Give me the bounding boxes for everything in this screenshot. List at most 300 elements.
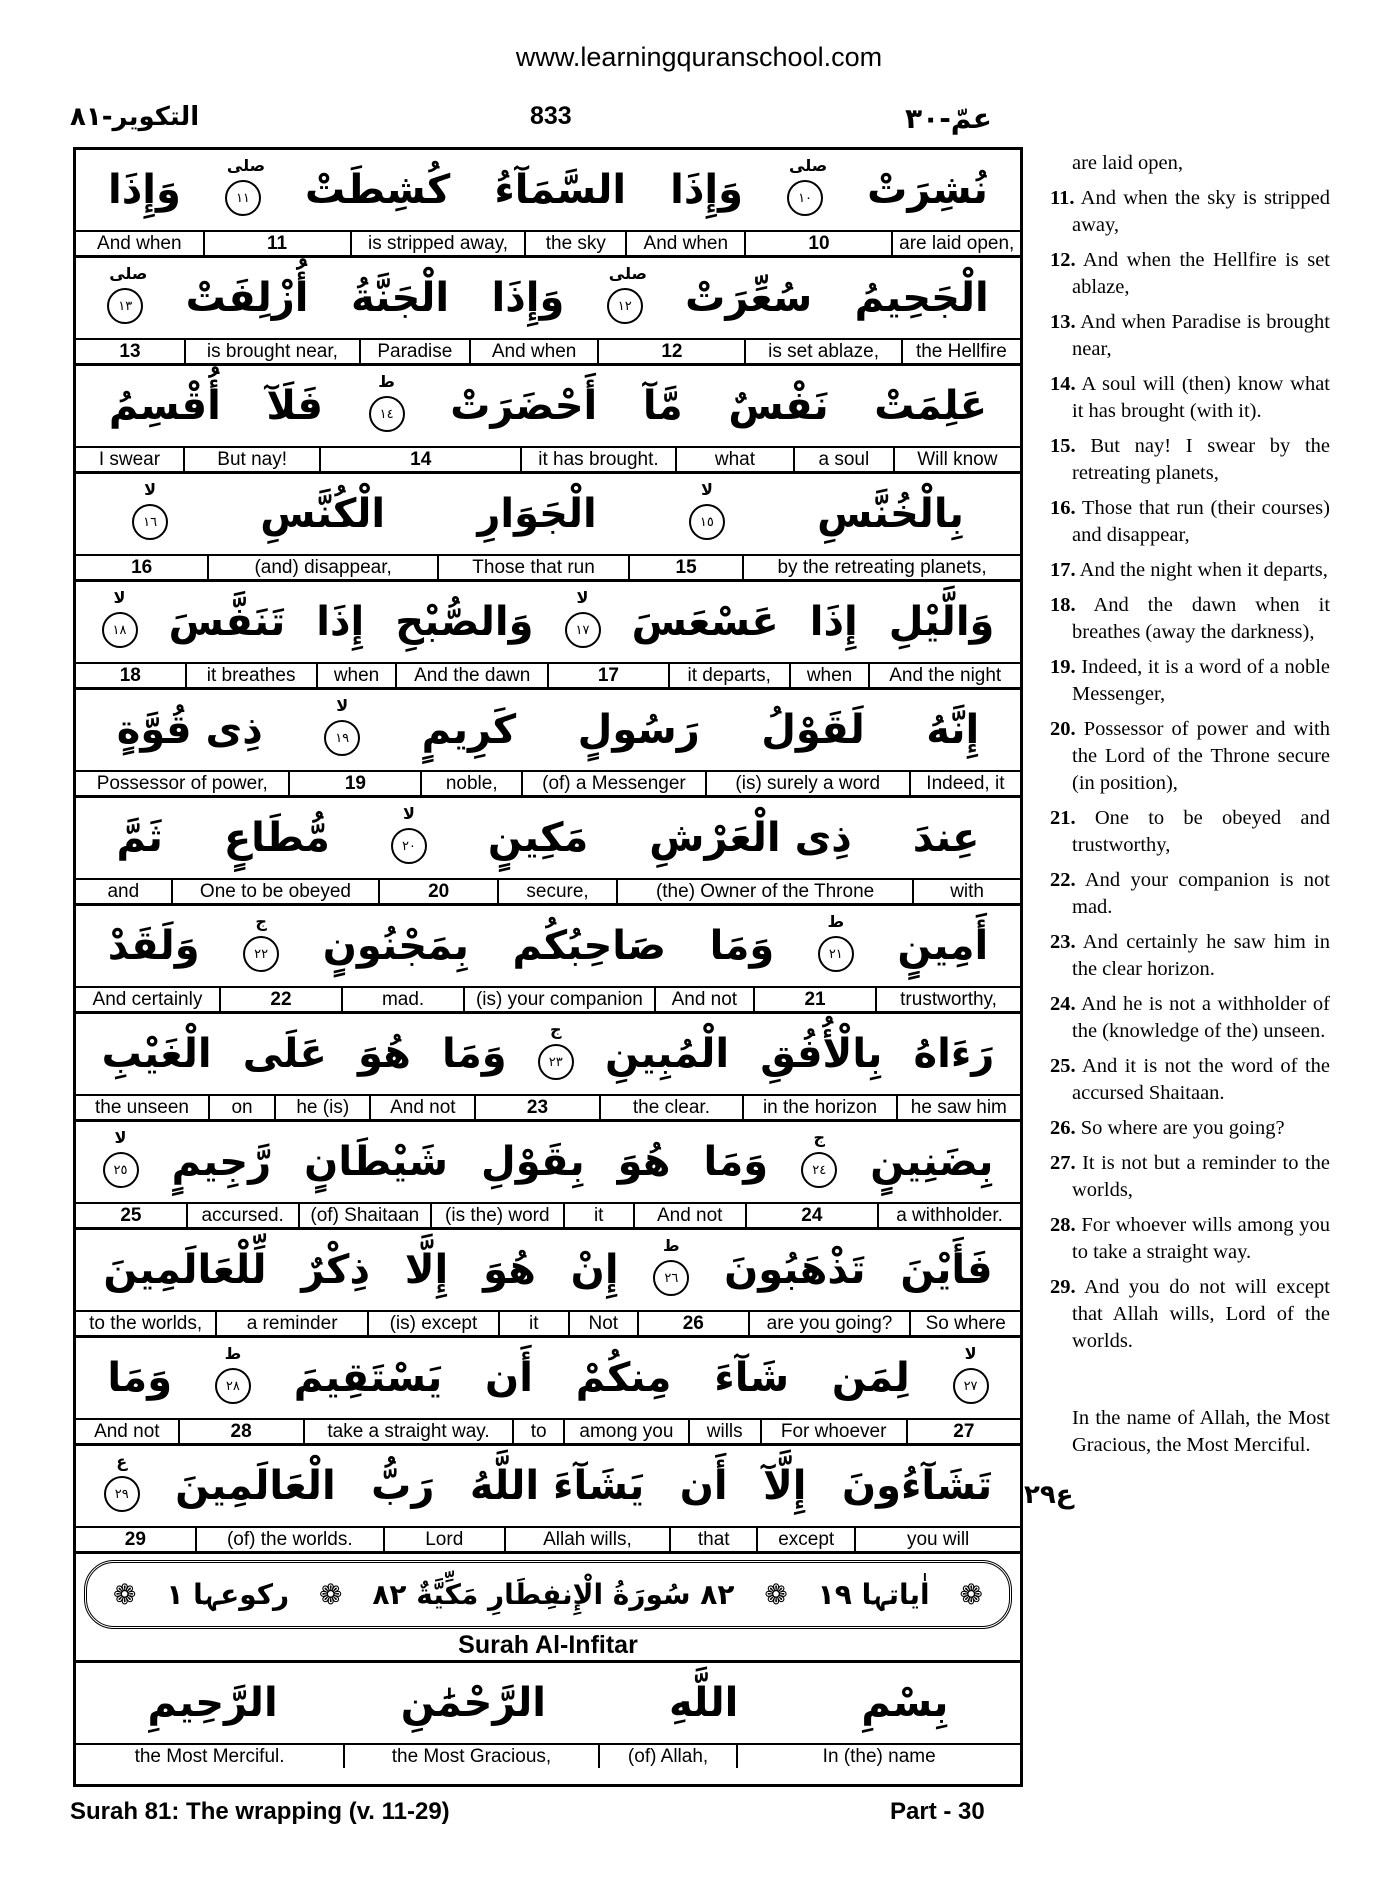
translation-row (76, 986, 1020, 1011)
arabic-word: لَقَوْلُ (761, 707, 865, 753)
arabic-word: ثَمَّ (116, 815, 163, 861)
arabic-word: وَالصُّبْحِ (395, 599, 534, 645)
verse-line-block (76, 1122, 1020, 1230)
arabic-word: كُشِطَتْ (305, 167, 451, 213)
juz-label-arabic: عمّ-٣٠ (905, 102, 992, 135)
surah-title-arabic: ٨٢ سُورَةُ الْإِنفِطَارِ مَكِّيَّةٌ ٨٢ (372, 1578, 735, 1611)
word-meaning-cell: (is) your companion (463, 988, 654, 1011)
arabic-word: يَسْتَقِيمَ (293, 1355, 443, 1401)
verse-text: Indeed, it is a word of a noble Messenger, (1072, 656, 1330, 705)
translation-row (76, 446, 1020, 471)
arabic-word: اللَّهِ (668, 1680, 739, 1726)
verse-number-cell: 13 (119, 340, 141, 362)
verse-line-block (76, 798, 1020, 906)
arabic-word: عَلِمَتْ (874, 383, 988, 429)
pause-sign: صلى (109, 264, 148, 283)
arabic-word: عِندَ (912, 815, 980, 861)
verse-end-marker (243, 912, 279, 972)
verse-number-cell: 24 (745, 1204, 878, 1227)
arabic-word: وَمَا (107, 1355, 173, 1401)
pause-sign: لا (576, 588, 589, 607)
word-meaning-cell: is stripped away, (350, 232, 525, 255)
verse-number-arabic: ٢٧ (963, 1378, 978, 1394)
word-meaning-cell: the Most Merciful. (134, 1745, 285, 1767)
verse-number: 12. (1050, 249, 1076, 271)
verse-number: 14. (1050, 373, 1076, 395)
verse-number-arabic: ٢٣ (548, 1054, 563, 1070)
arabic-row (76, 906, 1020, 986)
translation-verse (1050, 371, 1330, 425)
pause-sign: ط (378, 372, 395, 391)
verse-number: 28. (1050, 1214, 1076, 1236)
pause-sign: لا (114, 1128, 127, 1147)
word-meaning-cell: (the) Owner of the Throne (616, 880, 912, 903)
word-meaning-cell: So where (909, 1312, 1020, 1335)
word-meaning-cell: on (208, 1096, 274, 1119)
translation-row (76, 338, 1020, 363)
translation-verse (1050, 592, 1330, 646)
word-meaning-cell: And not (369, 1096, 474, 1119)
translation-row (76, 1743, 1020, 1768)
verse-number: 18. (1050, 594, 1076, 616)
arabic-word: تَنَفَّسَ (168, 599, 286, 645)
word-meaning-cell: Lord (383, 1528, 504, 1551)
translation-verse (1050, 433, 1330, 487)
word-meaning-cell: One to be obeyed (171, 880, 379, 903)
word-meaning-cell: And when (97, 232, 182, 254)
word-meaning-cell: (is) surely a word (705, 772, 909, 795)
word-meaning-cell: it departs, (668, 664, 789, 687)
pause-sign: صلى (789, 156, 828, 175)
word-meaning-cell: you will (854, 1528, 1020, 1551)
translation-verse (1050, 185, 1330, 239)
word-meaning-cell: wills (688, 1420, 760, 1443)
arabic-word: الْجَوَارِ (477, 491, 597, 537)
arabic-word: وَالَّيْلِ (888, 599, 995, 645)
verse-number: 21. (1050, 807, 1076, 829)
verse-number-cell: 11 (203, 232, 350, 255)
arabic-word: ذِكْرٌ (301, 1247, 370, 1293)
arabic-word: مِنكُمْ (575, 1355, 672, 1401)
arabic-word: رَبُّ (371, 1463, 435, 1509)
word-meaning-cell: he (is) (274, 1096, 369, 1119)
word-meaning-cell: take a straight way. (303, 1420, 513, 1443)
arabic-word: أَن (679, 1463, 728, 1509)
arabic-word: وَإِذَا (670, 167, 743, 213)
verse-end-marker (801, 1128, 837, 1188)
arabic-word: عَلَى (242, 1031, 327, 1077)
verse-line-block (76, 1338, 1020, 1446)
word-meaning-cell: (of) a Messenger (521, 772, 704, 795)
translation-row (76, 878, 1020, 903)
verse-text: It is not but a reminder to the worlds, (1072, 1152, 1331, 1201)
word-meaning-cell: (of) Shaitaan (298, 1204, 431, 1227)
word-by-word-table (73, 147, 1023, 1787)
word-meaning-cell: what (675, 448, 793, 471)
arabic-word: وَإِذَا (491, 275, 565, 321)
verse-number-arabic: ١٣ (118, 298, 133, 314)
verse-text: And when the sky is stripped away, (1072, 187, 1330, 236)
word-meaning-cell: it breathes (185, 664, 316, 687)
arabic-word: ذِى قُوَّةٍ (116, 707, 263, 753)
translation-verse (1050, 716, 1330, 797)
arabic-word: وَمَا (441, 1031, 507, 1077)
arabic-word: أَن (485, 1355, 533, 1401)
arabic-word: وَمَا (709, 923, 775, 969)
verse-text: For whoever wills among you to take a straight way. (1072, 1214, 1330, 1263)
word-meaning-cell: it has brought. (520, 448, 675, 471)
pause-sign: ج (255, 912, 267, 931)
verse-end-marker (107, 264, 148, 324)
verse-number-arabic: ١٨ (112, 622, 127, 638)
word-meaning-cell: And not (633, 1204, 745, 1227)
surah-name-english: Surah Al-Infitar (458, 1631, 638, 1659)
arabic-word: أَحْضَرَتْ (450, 383, 598, 429)
verse-text: And he is not a withholder of the (knowledge of the) unseen. (1072, 993, 1331, 1042)
arabic-word: إِذَا (809, 599, 858, 645)
arabic-word: السَّمَآءُ (494, 167, 627, 213)
pause-sign: لا (113, 588, 126, 607)
arabic-row (76, 1663, 1020, 1743)
verse-number-cell: 26 (637, 1312, 748, 1335)
verse-number-arabic: ١٦ (143, 514, 158, 530)
pause-sign: ع (116, 1452, 128, 1471)
arabic-word: أُقْسِمُ (108, 383, 221, 429)
ornament-icon: ❁ (319, 1578, 343, 1611)
arabic-row (76, 1230, 1020, 1310)
word-meaning-cell: I swear (98, 448, 161, 470)
arabic-word: مُّطَاعٍ (223, 815, 330, 861)
verse-line-block (76, 474, 1020, 582)
verse-end-marker (689, 480, 725, 540)
verse-number-cell: 29 (124, 1528, 146, 1550)
arabic-word: بِالْخُنَّسِ (817, 491, 964, 537)
word-meaning-cell: (of) Allah, (598, 1745, 737, 1768)
verses-count-arabic: اٰیاتہا ١٩ (817, 1578, 930, 1611)
verse-end-marker (787, 156, 828, 216)
word-meaning-cell: trustworthy, (875, 988, 1020, 1011)
arabic-row (76, 690, 1020, 770)
verse-text: And the night when it departs, (1079, 559, 1328, 581)
arabic-word: إِنْ (570, 1247, 619, 1293)
word-meaning-cell: accursed. (186, 1204, 298, 1227)
verse-number: 13. (1050, 311, 1076, 333)
word-meaning-cell: a reminder (215, 1312, 367, 1335)
arabic-word: الْجَنَّةُ (350, 275, 450, 321)
arabic-word: الْكُنَّسِ (260, 491, 386, 537)
arabic-word: وَإِذَا (108, 167, 181, 213)
verse-end-marker (104, 1452, 140, 1512)
word-meaning-cell: Will know (893, 448, 1020, 471)
pause-sign: صلى (608, 264, 647, 283)
arabic-row (76, 366, 1020, 446)
verse-text: And it is not the word of the accursed Shaitaan. (1072, 1055, 1330, 1104)
verse-number: 26. (1050, 1117, 1076, 1139)
verse-number-cell: 20 (378, 880, 497, 903)
verse-number-cell: 17 (547, 664, 668, 687)
verse-number-cell: 10 (744, 232, 891, 255)
pause-sign: ط (827, 912, 845, 931)
pause-sign: لا (144, 480, 157, 499)
verse-number: 27. (1050, 1152, 1076, 1174)
word-meaning-cell: (and) disappear, (207, 556, 437, 579)
verse-line-block (76, 258, 1020, 366)
arabic-word: الْجَحِيمُ (854, 275, 989, 321)
word-meaning-cell: Allah wills, (504, 1528, 670, 1551)
bismillah-block (76, 1663, 1020, 1768)
verse-number: 20. (1050, 718, 1076, 740)
verse-number-cell: 25 (120, 1204, 142, 1226)
word-meaning-cell: a withholder. (877, 1204, 1020, 1227)
verse-line-block (76, 150, 1020, 258)
verse-number-arabic: ١٩ (335, 730, 350, 746)
word-meaning-cell: are laid open, (891, 232, 1020, 255)
verse-number: 29. (1050, 1276, 1076, 1298)
verse-text: And certainly he saw him in the clear horizon. (1072, 931, 1330, 980)
verse-end-marker (369, 372, 405, 432)
verse-end-marker (391, 804, 427, 864)
arabic-word: بِالْأُفُقِ (760, 1031, 883, 1077)
verse-number-arabic: ٢٤ (812, 1162, 827, 1178)
verse-text: are laid open, (1072, 152, 1183, 174)
verse-number: 25. (1050, 1055, 1076, 1077)
arabic-word: شَآءَ (714, 1355, 790, 1401)
translation-verse (1050, 805, 1330, 859)
verse-number-cell: 14 (319, 448, 520, 471)
word-meaning-cell: But nay! (183, 448, 319, 471)
word-meaning-cell: Indeed, it (909, 772, 1020, 795)
translation-column (1050, 150, 1330, 1467)
verse-number-arabic: ٢٢ (254, 946, 269, 962)
ruku-count-arabic: رکوعہا ١ (166, 1578, 290, 1611)
word-meaning-cell: In (the) name (736, 1745, 1020, 1768)
pause-sign: صلى (226, 156, 266, 175)
arabic-word: مَكِينٍ (487, 815, 589, 861)
verse-text: And your companion is not mad. (1072, 869, 1330, 918)
arabic-row (76, 1446, 1020, 1526)
arabic-word: رَسُولٍ (577, 707, 700, 753)
translation-verse (1050, 1053, 1330, 1107)
verse-end-marker (215, 1344, 251, 1404)
verse-number-arabic: ١٠ (798, 190, 813, 206)
word-meaning-cell: by the retreating planets, (742, 556, 1020, 579)
arabic-word: إِنَّهُ (926, 707, 980, 753)
word-meaning-cell: (is) except (367, 1312, 498, 1335)
translation-verse (1050, 247, 1330, 301)
pause-sign: ط (224, 1344, 242, 1363)
verse-number-arabic: ٢٩ (114, 1486, 129, 1502)
word-meaning-cell: among you (563, 1420, 688, 1443)
translation-row (76, 554, 1020, 579)
arabic-row (76, 474, 1020, 554)
arabic-word: صَاحِبُكُم (512, 923, 666, 969)
verse-text: And you do not will except that Allah wills, Lord of the worlds. (1072, 1276, 1330, 1352)
translation-verse (1050, 557, 1330, 584)
translation-verse (1050, 654, 1330, 708)
translation-row (76, 1094, 1020, 1119)
verse-line-block (76, 366, 1020, 474)
verse-number-cell: 19 (288, 772, 420, 795)
arabic-row (76, 150, 1020, 230)
verse-text: A soul will (then) know what it has brought (with it). (1072, 373, 1331, 422)
arabic-word: بِمَجْنُونٍ (322, 923, 469, 969)
surah-label-arabic: التکویر-٨١ (70, 102, 200, 132)
word-meaning-cell: (of) the worlds. (195, 1528, 383, 1551)
arabic-word: هُوَ (483, 1247, 536, 1293)
translation-row (76, 1526, 1020, 1551)
arabic-word: سُعِّرَتْ (685, 275, 813, 321)
surah-header (76, 1554, 1020, 1663)
arabic-row (76, 798, 1020, 878)
verse-number: 24. (1050, 993, 1076, 1015)
word-meaning-cell: in the horizon (742, 1096, 895, 1119)
word-meaning-cell: Those that run (437, 556, 628, 579)
verse-text: But nay! I swear by the retreating planets, (1072, 435, 1331, 484)
verse-number-arabic: ٢١ (828, 946, 843, 962)
translation-row (76, 770, 1020, 795)
verse-number: 15. (1050, 435, 1076, 457)
verse-number: 17. (1050, 559, 1076, 581)
arabic-word: بِقَوْلِ (481, 1139, 585, 1185)
arabic-word: مَّآ (642, 383, 683, 429)
arabic-word: رَّجِيمٍ (171, 1139, 272, 1185)
verse-number-cell: 18 (119, 664, 141, 686)
site-url[interactable]: www.learningquranschool.com (515, 42, 883, 72)
word-meaning-cell: the sky (524, 232, 625, 255)
word-meaning-cell: a soul (793, 448, 893, 471)
surah-title-banner (84, 1560, 1012, 1629)
arabic-row (76, 1122, 1020, 1202)
arabic-word: عَسْعَسَ (631, 599, 779, 645)
verse-end-marker (324, 696, 360, 756)
arabic-word: هُوَ (358, 1031, 411, 1077)
word-meaning-cell: the Most Gracious, (343, 1745, 598, 1768)
translation-verse (1050, 1274, 1330, 1355)
word-meaning-cell: And certainly (92, 988, 203, 1010)
verse-end-marker (953, 1344, 989, 1404)
verse-number-arabic: ١١ (235, 190, 250, 206)
pause-sign: لا (964, 1344, 977, 1363)
arabic-word: بِسْمِ (861, 1680, 949, 1726)
verse-number: 11. (1050, 187, 1075, 209)
verse-end-marker (225, 156, 266, 216)
verse-number: 16. (1050, 497, 1076, 519)
arabic-word: فَأَيْنَ (900, 1247, 993, 1293)
translation-row (76, 662, 1020, 687)
verse-line-block (76, 1230, 1020, 1338)
arabic-word: وَلَقَدْ (107, 923, 200, 969)
arabic-word: تَشَآءُونَ (841, 1463, 993, 1509)
word-meaning-cell: with (912, 880, 1020, 903)
translation-verse (1050, 991, 1330, 1045)
arabic-row (76, 582, 1020, 662)
verse-end-marker (538, 1020, 574, 1080)
translation-verse (1050, 150, 1330, 177)
word-meaning-cell: that (669, 1528, 756, 1551)
verse-number-cell: 23 (474, 1096, 598, 1119)
pause-sign: لا (700, 480, 713, 499)
arabic-word: إِلَّا (404, 1247, 449, 1293)
arabic-word: الْغَيْبِ (101, 1031, 212, 1077)
pause-sign: ط (663, 1236, 680, 1255)
verse-number-cell: 22 (219, 988, 341, 1011)
word-meaning-cell: Paradise (359, 340, 469, 363)
word-meaning-cell: And not (654, 988, 753, 1011)
verse-text: One to be obeyed and trustworthy, (1072, 807, 1331, 856)
verse-text: And when Paradise is brought near, (1072, 311, 1330, 360)
arabic-word: نَفْسٌ (728, 383, 829, 429)
arabic-word: فَلَآ (266, 383, 323, 429)
arabic-word: شَيْطَانٍ (304, 1139, 448, 1185)
arabic-word: رَءَاهُ (913, 1031, 995, 1077)
arabic-word: تَذْهَبُونَ (724, 1247, 866, 1293)
word-meaning-cell: And when (469, 340, 598, 363)
pause-sign: لا (336, 696, 349, 715)
verse-text: And the dawn when it breathes (away the darkness), (1072, 594, 1331, 643)
verse-number: 23. (1050, 931, 1076, 953)
ornament-icon: ❁ (959, 1578, 983, 1611)
verse-end-marker (132, 480, 168, 540)
word-meaning-cell: except (756, 1528, 854, 1551)
verse-number-arabic: ١٧ (575, 622, 590, 638)
translation-row (76, 1418, 1020, 1443)
verse-text: Possessor of power and with the Lord of the Throne secure (in position), (1072, 718, 1331, 794)
arabic-word: هُوَ (617, 1139, 671, 1185)
arabic-word: إِلَّآ (763, 1463, 807, 1509)
verse-number-cell: 27 (906, 1420, 1020, 1443)
verse-number: 19. (1050, 656, 1076, 678)
arabic-word: لِّلْعَالَمِينَ (103, 1247, 267, 1293)
translation-verse (1050, 495, 1330, 549)
arabic-word: بِضَنِينٍ (870, 1139, 994, 1185)
arabic-row (76, 258, 1020, 338)
word-meaning-cell: the clear. (599, 1096, 743, 1119)
ornament-icon: ❁ (113, 1578, 137, 1611)
arabic-word: كَرِيمٍ (421, 707, 517, 753)
word-meaning-cell: he saw him (896, 1096, 1020, 1119)
word-meaning-cell: noble, (420, 772, 521, 795)
arabic-word: وَمَا (703, 1139, 769, 1185)
word-meaning-cell: the unseen (94, 1096, 189, 1118)
arabic-row (76, 1338, 1020, 1418)
verse-end-marker (102, 588, 138, 648)
verse-number-cell: 21 (753, 988, 875, 1011)
verse-number: 22. (1050, 869, 1076, 891)
word-meaning-cell: Possessor of power, (96, 772, 268, 794)
verse-line-block (76, 1446, 1020, 1554)
word-meaning-cell: Not (568, 1312, 638, 1335)
word-meaning-cell: it (498, 1312, 568, 1335)
verse-line-block (76, 582, 1020, 690)
word-meaning-cell: (is the) word (430, 1204, 563, 1227)
verse-line-block (76, 906, 1020, 1014)
verse-number-arabic: ١٥ (699, 514, 714, 530)
arabic-word: أُزْلِفَتْ (185, 275, 309, 321)
translation-verse (1050, 1115, 1330, 1142)
arabic-word: أَمِينٍ (897, 923, 989, 969)
verse-number-cell: 15 (628, 556, 742, 579)
verse-text: So where are you going? (1080, 1117, 1285, 1139)
translation-row (76, 230, 1020, 255)
pause-sign: لا (402, 804, 415, 823)
verse-number-arabic: ٢٨ (225, 1378, 240, 1394)
word-meaning-cell: when (789, 664, 869, 687)
verse-end-marker (607, 264, 647, 324)
word-meaning-cell: and (107, 880, 140, 902)
arabic-word: نُشِرَتْ (867, 167, 988, 213)
arabic-word: لِمَن (831, 1355, 910, 1401)
pause-sign: ج (813, 1128, 825, 1147)
